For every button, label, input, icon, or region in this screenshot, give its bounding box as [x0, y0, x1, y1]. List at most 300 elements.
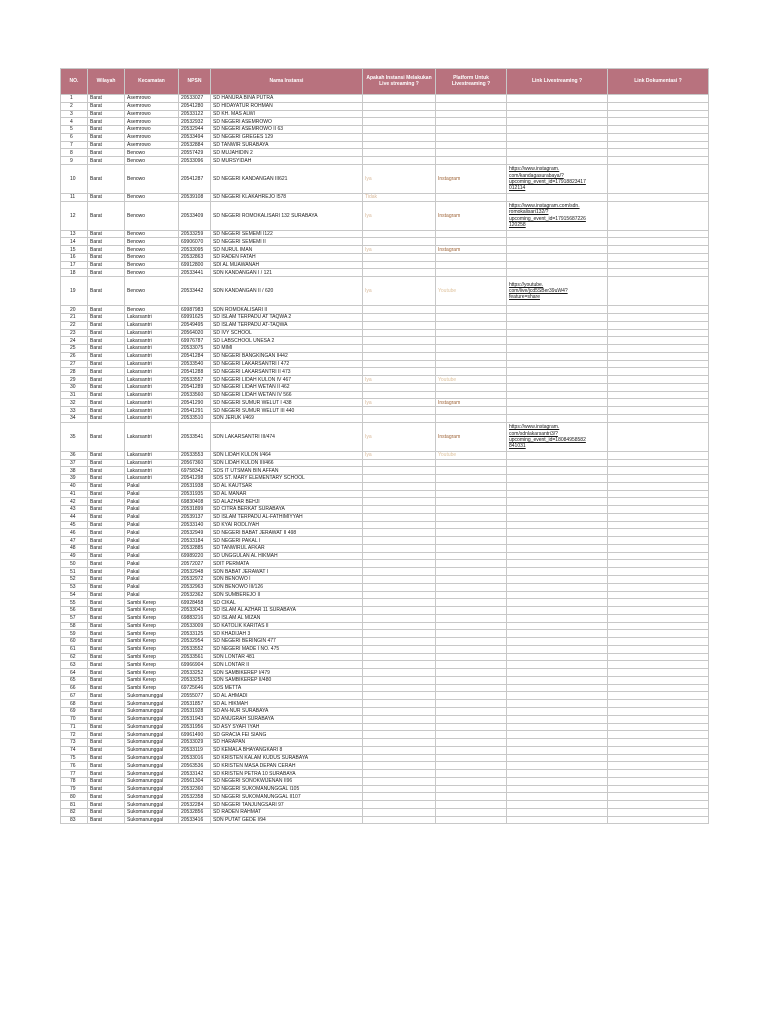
- cell-no: 62: [61, 653, 88, 661]
- cell-link-dokumentasi: [608, 164, 709, 193]
- cell-wilayah: Barat: [88, 754, 125, 762]
- cell-link-livestreaming: [507, 529, 608, 537]
- cell-platform: [436, 599, 507, 607]
- table-row: [61, 544, 709, 552]
- cell-wilayah: Barat: [88, 746, 125, 754]
- cell-no: 64: [61, 669, 88, 677]
- cell-platform: [436, 739, 507, 747]
- cell-no: 40: [61, 482, 88, 490]
- table-row: [61, 537, 709, 545]
- cell-platform: [436, 614, 507, 622]
- cell-link-dokumentasi: [608, 785, 709, 793]
- cell-link-livestreaming: [507, 653, 608, 661]
- table-row: [61, 808, 709, 816]
- cell-npsn: 20532954: [179, 638, 211, 646]
- cell-kecamatan: Lakarsantri: [125, 407, 179, 415]
- cell-platform: [436, 414, 507, 422]
- cell-platform: Youtube: [436, 277, 507, 306]
- cell-no: 12: [61, 201, 88, 230]
- cell-kecamatan: Lakarsantri: [125, 391, 179, 399]
- cell-nama-instansi: SD ISLAM AL MIZAN: [211, 614, 363, 622]
- cell-nama-instansi: SD ASY SYAFI`IYAH: [211, 723, 363, 731]
- cell-no: 31: [61, 391, 88, 399]
- cell-wilayah: Barat: [88, 715, 125, 723]
- cell-link-livestreaming: [507, 607, 608, 615]
- cell-nama-instansi: SDN BABAT JERAWAT I: [211, 568, 363, 576]
- cell-link-livestreaming: [507, 376, 608, 384]
- cell-wilayah: Barat: [88, 544, 125, 552]
- cell-livestreaming: [363, 731, 436, 739]
- cell-platform: [436, 653, 507, 661]
- cell-link-dokumentasi: [608, 552, 709, 560]
- cell-no: 7: [61, 141, 88, 149]
- cell-no: 73: [61, 739, 88, 747]
- cell-npsn: 20533125: [179, 630, 211, 638]
- cell-no: 72: [61, 731, 88, 739]
- cell-npsn: 20533253: [179, 676, 211, 684]
- cell-nama-instansi: SD ANUGRAH SURABAYA: [211, 715, 363, 723]
- cell-nama-instansi: SD AL HIKMAH: [211, 700, 363, 708]
- cell-no: 3: [61, 110, 88, 118]
- cell-livestreaming: [363, 715, 436, 723]
- cell-livestreaming: Iya: [363, 422, 436, 451]
- cell-platform: [436, 777, 507, 785]
- cell-kecamatan: Sambi Kerep: [125, 599, 179, 607]
- cell-link-livestreaming: [507, 238, 608, 246]
- cell-no: 74: [61, 746, 88, 754]
- cell-wilayah: Barat: [88, 238, 125, 246]
- cell-livestreaming: [363, 653, 436, 661]
- cell-kecamatan: Benowo: [125, 230, 179, 238]
- cell-livestreaming: [363, 816, 436, 824]
- cell-link-dokumentasi: [608, 591, 709, 599]
- cell-link-livestreaming: [507, 739, 608, 747]
- cell-nama-instansi: SD NEGERI SUMUR WELUT III 440: [211, 407, 363, 415]
- table-row: [61, 102, 709, 110]
- cell-platform: [436, 126, 507, 134]
- cell-link-livestreaming: [507, 630, 608, 638]
- table-row: [61, 777, 709, 785]
- cell-npsn: 20532362: [179, 591, 211, 599]
- table-row: [61, 321, 709, 329]
- cell-no: 49: [61, 552, 88, 560]
- cell-link-livestreaming: [507, 451, 608, 459]
- cell-livestreaming: [363, 513, 436, 521]
- cell-wilayah: Barat: [88, 762, 125, 770]
- cell-link-livestreaming: [507, 746, 608, 754]
- cell-no: 9: [61, 157, 88, 165]
- cell-link-livestreaming: [507, 261, 608, 269]
- table-row: [61, 451, 709, 459]
- cell-wilayah: Barat: [88, 391, 125, 399]
- cell-nama-instansi: SDS METTA: [211, 684, 363, 692]
- cell-kecamatan: Lakarsantri: [125, 314, 179, 322]
- cell-no: 75: [61, 754, 88, 762]
- cell-nama-instansi: SDS ST. MARY ELEMENTARY SCHOOL: [211, 475, 363, 483]
- cell-link-dokumentasi: [608, 141, 709, 149]
- cell-wilayah: Barat: [88, 193, 125, 201]
- cell-livestreaming: [363, 360, 436, 368]
- cell-platform: [436, 676, 507, 684]
- cell-link-livestreaming: [507, 118, 608, 126]
- cell-platform: [436, 337, 507, 345]
- cell-wilayah: Barat: [88, 261, 125, 269]
- cell-platform: [436, 368, 507, 376]
- cell-livestreaming: [363, 230, 436, 238]
- cell-nama-instansi: SD AL KAUTSAR: [211, 482, 363, 490]
- cell-no: 52: [61, 575, 88, 583]
- cell-platform: [436, 110, 507, 118]
- cell-link-livestreaming: [507, 583, 608, 591]
- cell-kecamatan: Sambi Kerep: [125, 653, 179, 661]
- cell-kecamatan: Pakal: [125, 506, 179, 514]
- cell-kecamatan: Benowo: [125, 149, 179, 157]
- table-row: [61, 345, 709, 353]
- cell-livestreaming: [363, 723, 436, 731]
- cell-livestreaming: [363, 118, 436, 126]
- cell-platform: [436, 306, 507, 314]
- cell-platform: [436, 498, 507, 506]
- cell-link-livestreaming: [507, 684, 608, 692]
- table-row: [61, 739, 709, 747]
- cell-link-livestreaming: [507, 708, 608, 716]
- cell-livestreaming: [363, 102, 436, 110]
- cell-nama-instansi: SD NEGERI ASEMROWO II 63: [211, 126, 363, 134]
- cell-link-dokumentasi: [608, 407, 709, 415]
- cell-wilayah: Barat: [88, 785, 125, 793]
- cell-link-dokumentasi: [608, 345, 709, 353]
- cell-npsn: 20555077: [179, 692, 211, 700]
- cell-link-livestreaming: [507, 676, 608, 684]
- cell-link-livestreaming: [507, 467, 608, 475]
- cell-link-livestreaming: [507, 777, 608, 785]
- cell-wilayah: Barat: [88, 467, 125, 475]
- cell-link-dokumentasi: [608, 762, 709, 770]
- cell-wilayah: Barat: [88, 360, 125, 368]
- cell-livestreaming: [363, 391, 436, 399]
- cell-no: 68: [61, 700, 88, 708]
- cell-nama-instansi: SD ISLAM TERPADU AT TAQWA 2: [211, 314, 363, 322]
- cell-npsn: 20541298: [179, 475, 211, 483]
- cell-link-livestreaming[interactable]: https://youtube. com/live/jcd5SBer39uW4? feature=share: [507, 277, 608, 306]
- cell-no: 51: [61, 568, 88, 576]
- cell-kecamatan: Sukomanunggal: [125, 808, 179, 816]
- table-row: [61, 700, 709, 708]
- table-row: [61, 490, 709, 498]
- cell-link-livestreaming[interactable]: https://www.instagram. com/sdnlakarsantri3/? upcoming_event_id=18084958582 841031: [507, 422, 608, 451]
- cell-link-dokumentasi: [608, 261, 709, 269]
- cell-no: 20: [61, 306, 88, 314]
- cell-livestreaming: [363, 521, 436, 529]
- cell-nama-instansi: SD CIKAL: [211, 599, 363, 607]
- cell-wilayah: Barat: [88, 337, 125, 345]
- cell-no: 15: [61, 246, 88, 254]
- cell-npsn: 20532932: [179, 118, 211, 126]
- cell-link-livestreaming: [507, 253, 608, 261]
- cell-kecamatan: Asemrowo: [125, 110, 179, 118]
- cell-nama-instansi: SDN BENOWO I: [211, 575, 363, 583]
- cell-npsn: 20531899: [179, 506, 211, 514]
- table-row: [61, 157, 709, 165]
- cell-link-dokumentasi: [608, 118, 709, 126]
- table-row: [61, 684, 709, 692]
- cell-no: 42: [61, 498, 88, 506]
- cell-kecamatan: Pakal: [125, 482, 179, 490]
- header-npsn: NPSN: [179, 69, 211, 95]
- cell-kecamatan: Sukomanunggal: [125, 731, 179, 739]
- cell-no: 32: [61, 399, 88, 407]
- cell-wilayah: Barat: [88, 201, 125, 230]
- cell-wilayah: Barat: [88, 537, 125, 545]
- table-row: [61, 529, 709, 537]
- cell-platform: [436, 193, 507, 201]
- cell-wilayah: Barat: [88, 414, 125, 422]
- cell-platform: [436, 506, 507, 514]
- cell-link-livestreaming: [507, 506, 608, 514]
- cell-platform: [436, 762, 507, 770]
- cell-link-livestreaming: [507, 352, 608, 360]
- cell-link-dokumentasi: [608, 337, 709, 345]
- cell-npsn: 20533122: [179, 110, 211, 118]
- cell-nama-instansi: SD CITRA BERKAT SURABAYA: [211, 506, 363, 514]
- cell-wilayah: Barat: [88, 770, 125, 778]
- table-row: [61, 238, 709, 246]
- cell-nama-instansi: SD NEGERI PAKAL I: [211, 537, 363, 545]
- cell-npsn: 20533409: [179, 201, 211, 230]
- table-row: [61, 246, 709, 254]
- cell-nama-instansi: SD NEGERI LAKARSANTRI II 473: [211, 368, 363, 376]
- cell-link-dokumentasi: [608, 238, 709, 246]
- cell-link-livestreaming: [507, 715, 608, 723]
- cell-kecamatan: Benowo: [125, 164, 179, 193]
- cell-kecamatan: Sambi Kerep: [125, 645, 179, 653]
- cell-nama-instansi: SDN PUTAT GEDE I/94: [211, 816, 363, 824]
- cell-platform: [436, 622, 507, 630]
- cell-kecamatan: Lakarsantri: [125, 414, 179, 422]
- cell-link-livestreaming: [507, 459, 608, 467]
- cell-no: 48: [61, 544, 88, 552]
- cell-link-dokumentasi: [608, 246, 709, 254]
- cell-link-livestreaming: [507, 110, 608, 118]
- cell-link-livestreaming: [507, 368, 608, 376]
- cell-nama-instansi: SD ISLAM TERPADU AL-FATHIMIYYAH: [211, 513, 363, 521]
- cell-link-livestreaming: [507, 544, 608, 552]
- table-row: [61, 676, 709, 684]
- cell-link-livestreaming[interactable]: https://www.instagram.com/sdn. romokalisari132/? upcoming_event_id=17915687226 120258: [507, 201, 608, 230]
- cell-platform: [436, 731, 507, 739]
- cell-platform: [436, 141, 507, 149]
- cell-wilayah: Barat: [88, 141, 125, 149]
- cell-no: 28: [61, 368, 88, 376]
- cell-livestreaming: [363, 314, 436, 322]
- cell-livestreaming: [363, 238, 436, 246]
- table-row: [61, 269, 709, 277]
- cell-npsn: 20533119: [179, 746, 211, 754]
- table-row: [61, 498, 709, 506]
- cell-npsn: 20541284: [179, 352, 211, 360]
- cell-npsn: 20532358: [179, 793, 211, 801]
- table-row: [61, 506, 709, 514]
- cell-link-dokumentasi: [608, 383, 709, 391]
- cell-kecamatan: Pakal: [125, 583, 179, 591]
- cell-wilayah: Barat: [88, 95, 125, 103]
- cell-nama-instansi: SD NEGERI ROMOKALISARI 132 SURABAYA: [211, 201, 363, 230]
- cell-npsn: 20533016: [179, 754, 211, 762]
- table-row: [61, 383, 709, 391]
- header-row: [61, 69, 709, 95]
- cell-link-dokumentasi: [608, 102, 709, 110]
- cell-npsn: 20533442: [179, 277, 211, 306]
- table-row: [61, 708, 709, 716]
- cell-no: 10: [61, 164, 88, 193]
- cell-no: 43: [61, 506, 88, 514]
- cell-wilayah: Barat: [88, 599, 125, 607]
- cell-npsn: 20532284: [179, 801, 211, 809]
- cell-nama-instansi: SDIT PERMATA: [211, 560, 363, 568]
- cell-nama-instansi: SD ALAZHAR BEHJI: [211, 498, 363, 506]
- cell-link-livestreaming: [507, 345, 608, 353]
- table-row: [61, 607, 709, 615]
- cell-livestreaming: [363, 157, 436, 165]
- cell-livestreaming: [363, 607, 436, 615]
- cell-platform: [436, 321, 507, 329]
- cell-wilayah: Barat: [88, 277, 125, 306]
- cell-nama-instansi: SDN LONTAR 481: [211, 653, 363, 661]
- cell-link-livestreaming[interactable]: https://www.instagram. com/kandagasurabaya/? upcoming_event_id=17918823417 012114: [507, 164, 608, 193]
- cell-link-dokumentasi: [608, 568, 709, 576]
- cell-nama-instansi: SD HANURA BINA PUTRA: [211, 95, 363, 103]
- cell-link-dokumentasi: [608, 661, 709, 669]
- cell-link-livestreaming: [507, 230, 608, 238]
- cell-livestreaming: [363, 762, 436, 770]
- cell-nama-instansi: SDN LIDAH KULON III/466: [211, 459, 363, 467]
- cell-link-dokumentasi: [608, 739, 709, 747]
- table-row: [61, 391, 709, 399]
- cell-link-dokumentasi: [608, 684, 709, 692]
- table-row: [61, 95, 709, 103]
- cell-wilayah: Barat: [88, 133, 125, 141]
- cell-livestreaming: Iya: [363, 246, 436, 254]
- cell-kecamatan: Sukomanunggal: [125, 739, 179, 747]
- cell-wilayah: Barat: [88, 118, 125, 126]
- cell-nama-instansi: SDN JERUK I/469: [211, 414, 363, 422]
- cell-kecamatan: Sukomanunggal: [125, 777, 179, 785]
- cell-wilayah: Barat: [88, 498, 125, 506]
- cell-livestreaming: [363, 253, 436, 261]
- cell-nama-instansi: SD NEGERI ASEMROWO: [211, 118, 363, 126]
- cell-link-dokumentasi: [608, 653, 709, 661]
- cell-kecamatan: Sambi Kerep: [125, 669, 179, 677]
- cell-livestreaming: [363, 475, 436, 483]
- cell-livestreaming: [363, 692, 436, 700]
- cell-kecamatan: Pakal: [125, 529, 179, 537]
- cell-npsn: 69961490: [179, 731, 211, 739]
- cell-link-livestreaming: [507, 645, 608, 653]
- cell-link-livestreaming: [507, 149, 608, 157]
- cell-kecamatan: Asemrowo: [125, 133, 179, 141]
- cell-link-dokumentasi: [608, 723, 709, 731]
- cell-livestreaming: [363, 770, 436, 778]
- cell-nama-instansi: SD NEGERI SONOKWIJENAN II96: [211, 777, 363, 785]
- cell-link-dokumentasi: [608, 352, 709, 360]
- cell-livestreaming: [363, 622, 436, 630]
- cell-kecamatan: Sambi Kerep: [125, 676, 179, 684]
- cell-nama-instansi: SD TANWIRUL AFKAR: [211, 544, 363, 552]
- cell-wilayah: Barat: [88, 723, 125, 731]
- cell-link-dokumentasi: [608, 475, 709, 483]
- cell-platform: Youtube: [436, 376, 507, 384]
- cell-link-dokumentasi: [608, 746, 709, 754]
- cell-wilayah: Barat: [88, 345, 125, 353]
- cell-link-livestreaming: [507, 785, 608, 793]
- table-row: [61, 337, 709, 345]
- cell-wilayah: Barat: [88, 614, 125, 622]
- cell-link-dokumentasi: [608, 583, 709, 591]
- header-nama-instansi: Nama Instansi: [211, 69, 363, 95]
- cell-no: 19: [61, 277, 88, 306]
- cell-wilayah: Barat: [88, 407, 125, 415]
- cell-npsn: 69725646: [179, 684, 211, 692]
- cell-no: 25: [61, 345, 88, 353]
- cell-kecamatan: Sukomanunggal: [125, 715, 179, 723]
- cell-nama-instansi: SD MUJAHIDIN 2: [211, 149, 363, 157]
- table-row: [61, 816, 709, 824]
- cell-npsn: 69830408: [179, 498, 211, 506]
- table-row: [61, 653, 709, 661]
- cell-wilayah: Barat: [88, 638, 125, 646]
- cell-wilayah: Barat: [88, 575, 125, 583]
- cell-npsn: 20533416: [179, 816, 211, 824]
- cell-npsn: 20533027: [179, 95, 211, 103]
- cell-wilayah: Barat: [88, 808, 125, 816]
- cell-nama-instansi: SD NEGERI SUKOMANUNGGAL II107: [211, 793, 363, 801]
- cell-nama-instansi: SDS IT UTSMAN BIN AFFAN: [211, 467, 363, 475]
- cell-platform: [436, 715, 507, 723]
- cell-npsn: 20532884: [179, 141, 211, 149]
- cell-kecamatan: Sambi Kerep: [125, 622, 179, 630]
- cell-no: 65: [61, 676, 88, 684]
- cell-wilayah: Barat: [88, 482, 125, 490]
- cell-kecamatan: Sukomanunggal: [125, 700, 179, 708]
- table-row: [61, 329, 709, 337]
- cell-npsn: 20533184: [179, 537, 211, 545]
- cell-platform: [436, 754, 507, 762]
- cell-livestreaming: Iya: [363, 399, 436, 407]
- cell-no: 24: [61, 337, 88, 345]
- cell-kecamatan: Lakarsantri: [125, 451, 179, 459]
- cell-link-dokumentasi: [608, 399, 709, 407]
- cell-kecamatan: Pakal: [125, 498, 179, 506]
- cell-npsn: 20533259: [179, 230, 211, 238]
- cell-npsn: 20533561: [179, 653, 211, 661]
- cell-link-dokumentasi: [608, 638, 709, 646]
- cell-livestreaming: [363, 321, 436, 329]
- cell-npsn: 69883216: [179, 614, 211, 622]
- cell-nama-instansi: SD NEGERI BERINGIN 477: [211, 638, 363, 646]
- table-row: [61, 141, 709, 149]
- cell-link-livestreaming: [507, 801, 608, 809]
- cell-kecamatan: Benowo: [125, 253, 179, 261]
- cell-npsn: 20532360: [179, 785, 211, 793]
- cell-link-livestreaming: [507, 95, 608, 103]
- cell-no: 17: [61, 261, 88, 269]
- table-row: [61, 314, 709, 322]
- cell-wilayah: Barat: [88, 306, 125, 314]
- cell-link-dokumentasi: [608, 777, 709, 785]
- cell-kecamatan: Benowo: [125, 238, 179, 246]
- table-row: [61, 638, 709, 646]
- cell-no: 29: [61, 376, 88, 384]
